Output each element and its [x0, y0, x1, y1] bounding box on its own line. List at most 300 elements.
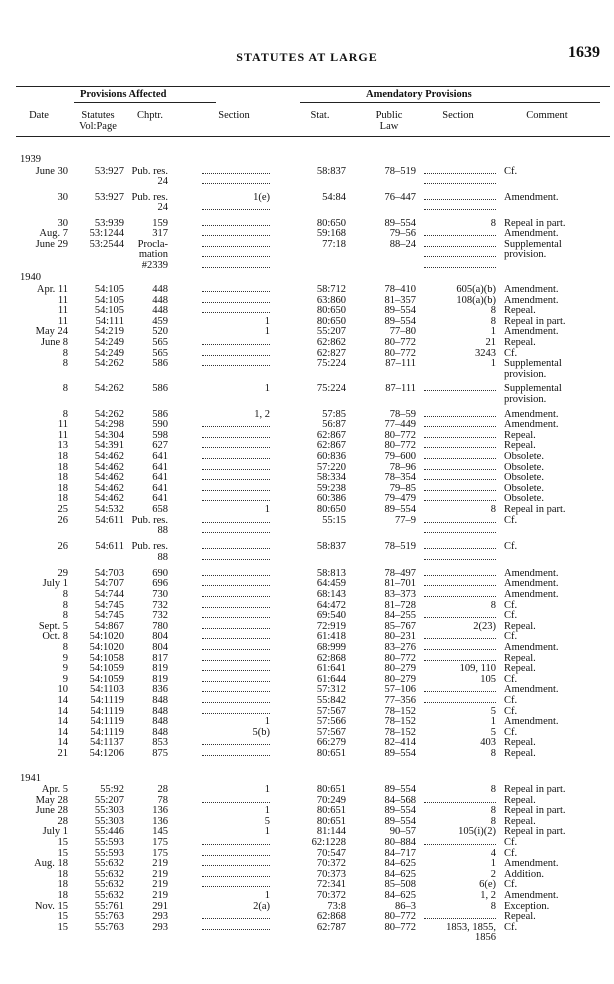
- chapter-cell: 219: [152, 858, 168, 870]
- stat-cell: 61:418: [316, 631, 346, 643]
- chapter-cell: 641: [152, 461, 168, 473]
- amend-section-cell: [424, 192, 496, 200]
- comment-cell: Amendment.: [504, 589, 559, 600]
- section-cell: 1: [264, 315, 270, 327]
- table-row: [0, 631, 614, 642]
- public-law-cell: 78–497: [384, 567, 416, 579]
- stat-cell: 80:650: [316, 218, 346, 229]
- public-law-cell: 79–85: [389, 482, 416, 494]
- public-law-cell: 80–772: [384, 652, 416, 664]
- amend-section-cell: [424, 260, 496, 268]
- comment-cell: Amendment.: [504, 294, 559, 306]
- comment-cell: Repeal.: [504, 440, 536, 452]
- statutes-cell: 54:298: [94, 419, 124, 431]
- date-cell: 11: [57, 315, 68, 327]
- statutes-cell: 55:632: [94, 868, 124, 880]
- chapter-cell: Procla-: [137, 238, 168, 250]
- amend-section-cell: [424, 515, 496, 523]
- comment-cell: Cf.: [504, 610, 518, 622]
- amend-section-cell: 5: [490, 726, 496, 738]
- section-cell: 1: [264, 326, 270, 338]
- table-row: [0, 848, 614, 859]
- statutes-cell: 55:763: [94, 911, 124, 923]
- comment-cell: Cf.: [504, 705, 518, 717]
- table-row: [0, 737, 614, 748]
- section-cell: [202, 166, 270, 174]
- table-row: [0, 383, 614, 394]
- amend-section-cell: [424, 239, 496, 247]
- amend-section-cell: [424, 684, 496, 692]
- amend-section-cell: 21: [485, 337, 496, 348]
- amend-section-cell: [424, 472, 496, 480]
- date-cell: May 28: [35, 794, 68, 806]
- section-cell: [202, 337, 270, 345]
- table-row: [0, 260, 614, 271]
- section-cell: [202, 642, 270, 650]
- statutes-cell: 54:1059: [89, 663, 124, 675]
- statutes-cell: 55:632: [94, 858, 124, 870]
- amend-section-cell: [424, 202, 496, 210]
- amend-section-cell: 108(a)(b): [456, 294, 496, 306]
- col-amend-section: Section: [442, 110, 474, 121]
- date-cell: 8: [62, 347, 68, 359]
- section-cell: [202, 249, 270, 257]
- comment-cell: Cf.: [504, 631, 518, 643]
- statutes-cell: 54:1119: [90, 726, 124, 738]
- table-row: [0, 922, 614, 933]
- chapter-cell: 848: [152, 726, 168, 738]
- comment-cell: Repeal in part.: [504, 315, 566, 327]
- stat-cell: 81:144: [316, 826, 346, 838]
- comment-cell: provision.: [504, 249, 547, 261]
- section-cell: [202, 610, 270, 618]
- section-cell: [202, 305, 270, 313]
- table-row: [0, 218, 614, 229]
- chapter-cell: 641: [152, 482, 168, 494]
- table-row: [0, 578, 614, 589]
- public-law-cell: 87–111: [385, 383, 416, 395]
- comment-cell: Amendment.: [504, 684, 559, 696]
- public-law-cell: 84–255: [384, 610, 416, 622]
- public-law-cell: 78–152: [384, 705, 416, 717]
- amend-section-cell: [424, 568, 496, 576]
- stat-cell: 62:862: [316, 337, 346, 348]
- comment-cell: Repeal.: [504, 815, 536, 827]
- comment-cell: Cf.: [504, 514, 518, 526]
- date-cell: 14: [57, 716, 68, 728]
- section-cell: [202, 202, 270, 210]
- statutes-cell: 54:462: [94, 451, 124, 462]
- statutes-cell: 54:1020: [89, 631, 124, 643]
- stat-cell: 70:372: [316, 890, 346, 901]
- section-cell: [202, 176, 270, 184]
- stat-cell: 61:644: [316, 673, 346, 685]
- chapter-cell: 641: [152, 451, 168, 462]
- section-cell: [202, 748, 270, 756]
- section-cell: 1, 2: [254, 408, 270, 420]
- chapter-cell: 819: [152, 673, 168, 685]
- statutes-cell: 54:462: [94, 472, 124, 484]
- section-cell: [202, 440, 270, 448]
- date-cell: 15: [57, 837, 68, 848]
- stat-cell: 70:249: [316, 794, 346, 806]
- col-chptr: Chptr.: [137, 110, 163, 121]
- comment-cell: Repeal.: [504, 429, 536, 441]
- chapter-cell: 88: [157, 525, 168, 537]
- date-cell: 8: [62, 408, 68, 420]
- section-cell: [202, 228, 270, 236]
- statutes-cell: 54:867: [94, 620, 124, 632]
- table-row: [0, 695, 614, 706]
- statutes-cell: 55:593: [94, 837, 124, 848]
- chapter-cell: 598: [152, 429, 168, 441]
- stat-cell: 58:837: [316, 541, 346, 553]
- amend-section-cell: [424, 462, 496, 470]
- stat-cell: 80:650: [316, 305, 346, 317]
- comment-cell: Amendment.: [504, 419, 559, 431]
- statutes-cell: 54:262: [94, 358, 124, 370]
- amend-section-cell: 8: [490, 305, 496, 317]
- date-cell: May 24: [35, 326, 68, 338]
- stat-cell: 80:650: [316, 504, 346, 515]
- table-row: [0, 348, 614, 359]
- statutes-cell: 54:304: [94, 429, 124, 441]
- public-law-cell: 89–554: [384, 805, 416, 817]
- public-law-cell: 78–59: [389, 408, 416, 420]
- date-cell: Apr. 5: [41, 784, 68, 795]
- amend-section-cell: 1: [490, 858, 496, 870]
- table-row: [0, 440, 614, 451]
- section-cell: [202, 218, 270, 226]
- statutes-cell: 54:532: [94, 504, 124, 515]
- statutes-cell: 54:1206: [89, 748, 124, 759]
- stat-cell: 55:207: [316, 326, 346, 338]
- amend-section-cell: 5: [490, 705, 496, 717]
- chapter-cell: 219: [152, 879, 168, 891]
- date-cell: Aug. 7: [39, 228, 68, 240]
- amend-section-cell: [424, 383, 496, 391]
- stat-cell: 70:547: [316, 847, 346, 859]
- chapter-cell: 696: [152, 578, 168, 590]
- section-cell: [202, 653, 270, 661]
- statutes-cell: 55:303: [94, 805, 124, 817]
- section-cell: [202, 837, 270, 845]
- table-row: [0, 430, 614, 441]
- statutes-cell: 54:462: [94, 482, 124, 494]
- table-row: [0, 369, 614, 380]
- table-row: [0, 932, 614, 943]
- date-cell: 18: [57, 493, 68, 505]
- section-cell: 1: [264, 805, 270, 817]
- stat-cell: 80:651: [316, 784, 346, 795]
- amend-section-cell: [424, 483, 496, 491]
- public-law-cell: 79–479: [384, 493, 416, 505]
- chapter-cell: mation: [138, 249, 168, 261]
- comment-cell: Cf.: [504, 837, 518, 848]
- statutes-cell: 55:632: [94, 890, 124, 901]
- stat-cell: 57:85: [322, 408, 346, 420]
- col-public-law: Public Law: [375, 110, 403, 132]
- stat-cell: 70:372: [316, 858, 346, 870]
- comment-cell: Cf.: [504, 726, 518, 738]
- public-law-cell: 80–772: [384, 429, 416, 441]
- comment-cell: Exception.: [504, 900, 550, 912]
- chapter-cell: 641: [152, 472, 168, 484]
- table-row: [0, 621, 614, 632]
- table-row: [0, 642, 614, 653]
- comment-cell: Cf.: [504, 847, 518, 859]
- statutes-cell: 55:761: [94, 900, 124, 912]
- amend-section-cell: 8: [490, 805, 496, 817]
- table-row: [0, 541, 614, 552]
- stat-cell: 62:867: [316, 429, 346, 441]
- comment-cell: Repeal.: [504, 911, 536, 923]
- date-cell: 15: [57, 921, 68, 933]
- date-cell: 18: [57, 868, 68, 880]
- stat-cell: 59:238: [316, 482, 346, 494]
- comment-cell: Obsolete.: [504, 451, 544, 462]
- stat-cell: 58:837: [316, 166, 346, 177]
- amend-section-cell: [424, 419, 496, 427]
- table-row: [0, 239, 614, 250]
- stat-cell: 63:860: [316, 294, 346, 306]
- chapter-cell: 565: [152, 347, 168, 359]
- chapter-cell: 520: [152, 326, 168, 338]
- stat-cell: 68:999: [316, 642, 346, 653]
- statutes-cell: 55:632: [94, 879, 124, 891]
- amend-section-cell: 6(e): [479, 879, 496, 891]
- amend-section-cell: 8: [490, 218, 496, 229]
- stat-cell: 57:312: [316, 684, 346, 696]
- statutes-cell: 54:1137: [89, 737, 124, 749]
- table-row: [0, 326, 614, 337]
- col-comment: Comment: [526, 110, 568, 121]
- chapter-cell: Pub. res.: [131, 192, 168, 203]
- amend-section-cell: [424, 176, 496, 184]
- comment-cell: Repeal in part.: [504, 784, 566, 795]
- chapter-cell: 219: [152, 890, 168, 901]
- comment-cell: Obsolete.: [504, 472, 544, 484]
- statutes-cell: 54:249: [94, 347, 124, 359]
- section-cell: [202, 493, 270, 501]
- public-law-cell: 89–554: [384, 748, 416, 759]
- table-row: [0, 525, 614, 536]
- date-cell: 15: [57, 911, 68, 923]
- amend-section-cell: 8: [490, 784, 496, 795]
- comment-cell: Amendment.: [504, 578, 559, 590]
- public-law-cell: 86–3: [395, 900, 416, 912]
- table-row: [0, 816, 614, 827]
- date-cell: 30: [57, 192, 68, 203]
- chapter-cell: Pub. res.: [131, 541, 168, 553]
- chapter-cell: 848: [152, 695, 168, 706]
- chapter-cell: 293: [152, 911, 168, 923]
- section-cell: [202, 795, 270, 803]
- date-cell: 8: [62, 383, 68, 395]
- amend-section-cell: [424, 525, 496, 533]
- public-law-cell: 84–717: [384, 847, 416, 859]
- comment-cell: Cf.: [504, 673, 518, 685]
- chapter-cell: 175: [152, 837, 168, 848]
- date-cell: Sept. 5: [38, 620, 68, 632]
- date-cell: July 1: [42, 578, 68, 590]
- stat-cell: 72:919: [316, 620, 346, 632]
- public-law-cell: 89–554: [384, 504, 416, 515]
- chapter-cell: 586: [152, 383, 168, 395]
- public-law-cell: 82–414: [384, 737, 416, 749]
- comment-cell: Repeal.: [504, 337, 536, 348]
- section-cell: [202, 911, 270, 919]
- year-1940: 1940: [20, 272, 41, 283]
- public-law-cell: 87–111: [385, 358, 416, 370]
- section-cell: [202, 663, 270, 671]
- section-cell: [202, 674, 270, 682]
- public-law-cell: 57–106: [384, 684, 416, 696]
- statutes-cell: 54:462: [94, 493, 124, 505]
- stat-cell: 58:712: [316, 284, 346, 295]
- date-cell: Apr. 11: [36, 284, 68, 295]
- table-row: [0, 684, 614, 695]
- chapter-cell: 448: [152, 305, 168, 317]
- chapter-cell: 317: [152, 228, 168, 240]
- statutes-cell: 53:927: [94, 192, 124, 203]
- comment-cell: Cf.: [504, 166, 518, 177]
- col-stat: Stat.: [310, 110, 330, 121]
- statutes-cell: 53:2544: [89, 238, 124, 250]
- public-law-cell: 80–772: [384, 440, 416, 452]
- amend-section-cell: 8: [490, 504, 496, 515]
- comment-cell: Cf.: [504, 541, 518, 553]
- stat-cell: 58:813: [316, 567, 346, 579]
- comment-cell: Amendment.: [504, 642, 559, 653]
- date-cell: 13: [57, 440, 68, 452]
- chapter-cell: 732: [152, 610, 168, 622]
- comment-cell: provision.: [504, 394, 547, 405]
- public-law-cell: 88–24: [389, 238, 416, 250]
- amend-section-cell: [424, 552, 496, 560]
- public-law-cell: 90–57: [389, 826, 416, 838]
- table-row: [0, 192, 614, 203]
- table-row: [0, 869, 614, 880]
- chapter-cell: 875: [152, 748, 168, 759]
- amend-section-cell: [424, 541, 496, 549]
- chapter-cell: 627: [152, 440, 168, 452]
- stat-cell: 80:651: [316, 805, 346, 817]
- date-cell: June 29: [35, 238, 68, 250]
- table-row: [0, 568, 614, 579]
- table-row: [0, 890, 614, 901]
- public-law-cell: 77–80: [389, 326, 416, 338]
- stat-cell: 70:373: [316, 868, 346, 880]
- section-cell: [202, 358, 270, 366]
- comment-cell: Cf.: [504, 695, 518, 706]
- statutes-cell: 54:262: [94, 408, 124, 420]
- comment-cell: Repeal.: [504, 652, 536, 664]
- comment-cell: Repeal.: [504, 663, 536, 675]
- date-cell: 8: [62, 610, 68, 622]
- date-cell: June 28: [35, 805, 68, 817]
- section-cell: [202, 260, 270, 268]
- statutes-cell: 54:1119: [90, 695, 124, 706]
- chapter-cell: 219: [152, 868, 168, 880]
- public-law-cell: 84–625: [384, 868, 416, 880]
- public-law-cell: 83–276: [384, 642, 416, 653]
- date-cell: June 30: [35, 166, 68, 177]
- public-law-cell: 78–519: [384, 541, 416, 553]
- chapter-cell: 448: [152, 294, 168, 306]
- statutes-cell: 54:391: [94, 440, 124, 452]
- section-cell: [202, 515, 270, 523]
- amend-section-cell: 8: [490, 748, 496, 759]
- section-cell: 5: [264, 815, 270, 827]
- section-cell: [202, 568, 270, 576]
- public-law-cell: 84–625: [384, 858, 416, 870]
- section-cell: [202, 430, 270, 438]
- section-cell: [202, 589, 270, 597]
- table-row: [0, 663, 614, 674]
- chapter-cell: 641: [152, 493, 168, 505]
- section-cell: [202, 239, 270, 247]
- public-law-cell: 78–96: [389, 461, 416, 473]
- amend-section-cell: [424, 493, 496, 501]
- statutes-cell: 54:745: [94, 610, 124, 622]
- comment-cell: Amendment.: [504, 192, 559, 203]
- section-cell: [202, 483, 270, 491]
- table-row: [0, 706, 614, 717]
- date-cell: 14: [57, 705, 68, 717]
- chapter-cell: 690: [152, 567, 168, 579]
- comment-cell: Cf.: [504, 921, 518, 933]
- public-law-cell: 80–884: [384, 837, 416, 848]
- page-number: 1639: [568, 44, 600, 61]
- chapter-cell: 817: [152, 652, 168, 664]
- amend-section-cell: [424, 578, 496, 586]
- table-row: [0, 166, 614, 177]
- date-cell: 8: [62, 358, 68, 370]
- section-cell: [202, 922, 270, 930]
- chapter-cell: 804: [152, 642, 168, 653]
- table-row: [0, 610, 614, 621]
- public-law-cell: 89–554: [384, 305, 416, 317]
- date-cell: 28: [57, 815, 68, 827]
- comment-cell: Amendment.: [504, 858, 559, 870]
- chapter-cell: #2339: [141, 259, 168, 271]
- amend-section-cell: 1: [490, 358, 496, 370]
- section-cell: 1: [264, 504, 270, 515]
- statutes-cell: 53:939: [94, 218, 124, 229]
- date-cell: 9: [62, 663, 68, 675]
- stat-cell: 62:787: [316, 921, 346, 933]
- date-cell: 21: [57, 748, 68, 759]
- amend-section-cell: 105: [480, 673, 496, 685]
- comment-cell: Amendment.: [504, 716, 559, 728]
- chapter-cell: 28: [157, 784, 168, 795]
- comment-cell: Amendment.: [504, 890, 559, 901]
- statutes-cell: 54:745: [94, 599, 124, 611]
- stat-cell: 57:567: [316, 705, 346, 717]
- stat-cell: 58:334: [316, 472, 346, 484]
- section-cell: [202, 419, 270, 427]
- amend-section-cell: 8: [490, 315, 496, 327]
- table-row: [0, 394, 614, 405]
- amend-section-cell: [424, 653, 496, 661]
- chapter-cell: Pub. res.: [131, 166, 168, 177]
- table-row: [0, 337, 614, 348]
- comment-cell: Repeal in part.: [504, 826, 566, 838]
- comment-cell: Repeal in part.: [504, 805, 566, 817]
- section-cell: [202, 737, 270, 745]
- amend-section-cell: [424, 451, 496, 459]
